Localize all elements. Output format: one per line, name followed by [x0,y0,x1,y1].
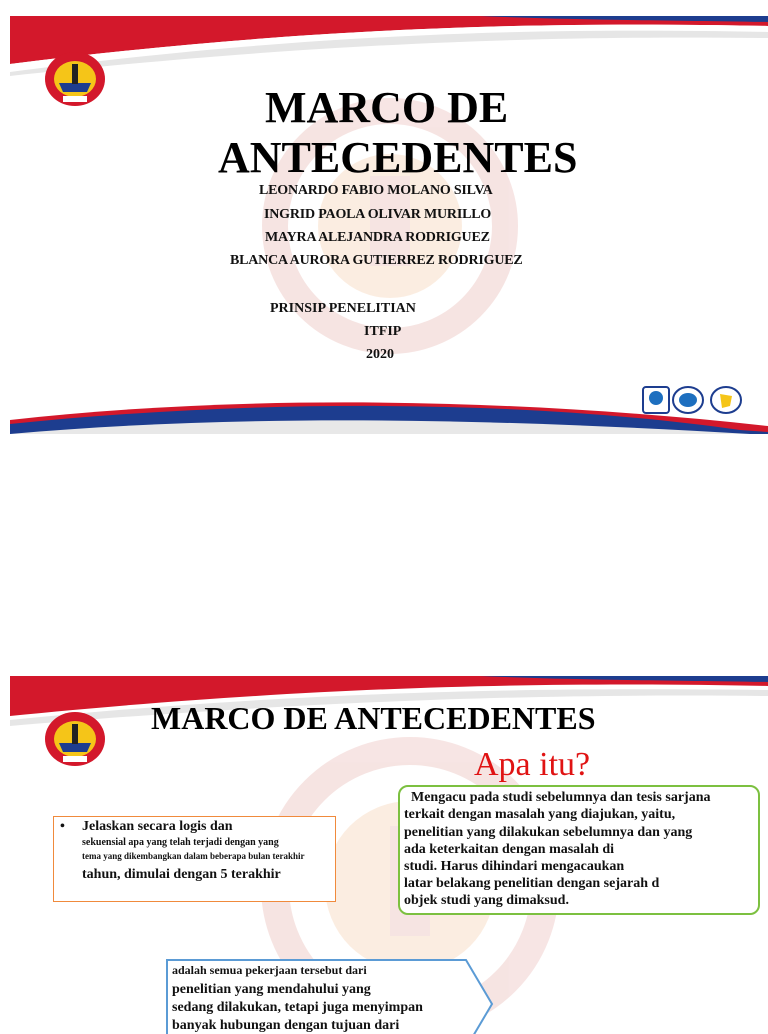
arrow-box-line-2: penelitian yang mendahului yang [172,982,371,997]
green-box-line-2: terkait dengan masalah yang diajukan, yaitu, [404,807,676,822]
green-box-line-6: latar belakang penelitian dengan sejarah d [404,876,660,891]
orange-box-line-4: tahun, dimulai dengan 5 terakhir [82,867,281,882]
author-1: LEONARDO FABIO MOLANO SILVA [259,183,493,198]
author-2: INGRID PAOLA OLIVAR MURILLO [264,207,492,222]
green-box-line-4: ada keterkaitan dengan masalah di [404,842,615,857]
course-name: PRINSIP PENELITIAN [270,301,416,316]
orange-box-line-3: tema yang dikembangkan dalam beberapa bulan terakhir [82,851,305,861]
itfip-logo [43,50,107,108]
orange-box-line-1: Jelaskan secara logis dan [82,819,233,834]
top-band-decoration [10,16,768,76]
itfip-logo [43,710,107,768]
orange-box-line-2: sekuensial apa yang telah terjadi dengan yang [82,837,279,848]
definition-box-orange [53,816,336,902]
certification-seal-3 [710,386,742,414]
green-box-line-3: penelitian yang dilakukan sebelumnya dan yang [404,825,693,840]
green-box-line-5: studi. Harus dihindari mengacaukan [404,859,625,874]
bullet-icon: • [60,819,65,834]
year: 2020 [366,347,394,362]
institution-name: ITFIP [364,324,402,339]
author-3: MAYRA ALEJANDRA RODRIGUEZ [265,230,490,245]
arrow-box-line-3: sedang dilakukan, tetapi juga menyimpan [172,1000,423,1015]
arrow-box-line-4: banyak hubungan dengan tujuan dari [172,1018,400,1033]
author-4: BLANCA AURORA GUTIERREZ RODRIGUEZ [230,253,523,268]
certification-seal-2 [672,386,704,414]
definition-box-green [398,785,760,915]
green-box-line-1: Mengacu pada studi sebelumnya dan tesis sarjana [411,790,711,805]
title-line-1: MARCO DE [265,83,509,132]
certification-seal-1 [642,386,670,414]
slide-title [10,16,768,434]
slide-title: MARCO DE ANTECEDENTES [151,700,596,736]
slide-subtitle: Apa itu? [474,746,591,783]
green-box-line-7: objek studi yang dimaksud. [404,893,569,908]
title-line-2: ANTECEDENTES [218,133,578,182]
slide-content [10,676,768,1033]
arrow-box-line-1: adalah semua pekerjaan tersebut dari [172,963,367,977]
